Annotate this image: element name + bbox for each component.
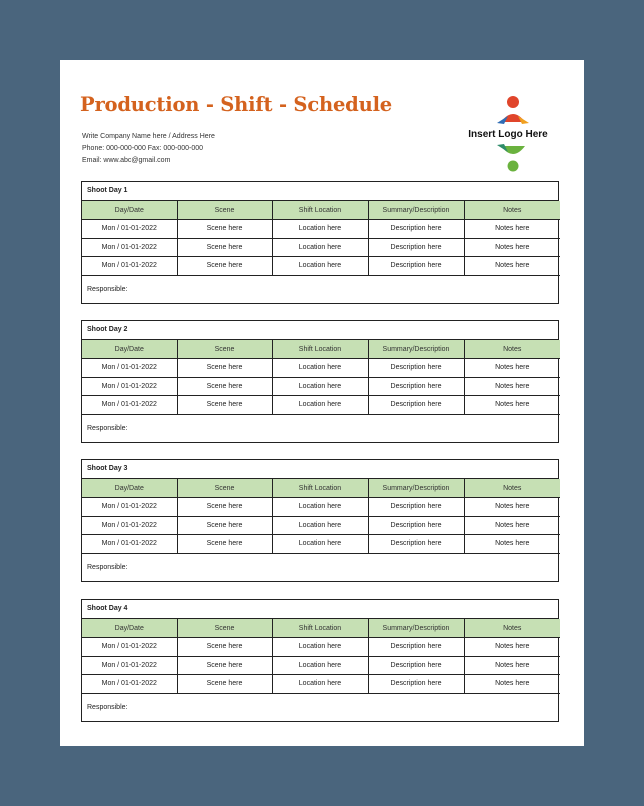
table-cell[interactable]: Notes here [464, 396, 560, 415]
logo-text: Insert Logo Here [468, 129, 548, 140]
table-cell[interactable]: Location here [272, 238, 368, 257]
column-header: Day/Date [82, 479, 177, 498]
table-cell[interactable]: Description here [368, 396, 464, 415]
table-cell[interactable]: Mon / 01-01-2022 [82, 498, 177, 517]
table-cell[interactable]: Description here [368, 359, 464, 378]
page-title: Production - Shift - Schedule [80, 93, 392, 116]
table-header-row [82, 479, 560, 498]
shoot-day-title: Shoot Day 4 [82, 600, 558, 619]
table-cell[interactable]: Mon / 01-01-2022 [82, 638, 177, 657]
table-cell[interactable]: Scene here [177, 656, 272, 675]
schedule-table [82, 479, 560, 554]
table-cell[interactable]: Notes here [464, 220, 560, 239]
table-cell[interactable]: Description here [368, 498, 464, 517]
column-header: Scene [177, 201, 272, 220]
table-cell[interactable]: Scene here [177, 396, 272, 415]
table-cell[interactable]: Description here [368, 220, 464, 239]
table-row [82, 377, 560, 396]
column-header: Day/Date [82, 340, 177, 359]
shoot-day-block [81, 320, 559, 443]
table-cell[interactable]: Mon / 01-01-2022 [82, 257, 177, 276]
table-row [82, 220, 560, 239]
column-header: Day/Date [82, 619, 177, 638]
logo [458, 94, 558, 172]
column-header: Shift Location [272, 201, 368, 220]
column-header: Notes [464, 479, 560, 498]
table-row [82, 396, 560, 415]
table-cell[interactable]: Mon / 01-01-2022 [82, 359, 177, 378]
column-header: Day/Date [82, 201, 177, 220]
company-email: Email: www.abc@gmail.com [82, 157, 171, 164]
schedule-table [82, 619, 560, 694]
table-cell[interactable]: Description here [368, 656, 464, 675]
table-cell[interactable]: Scene here [177, 238, 272, 257]
table-cell[interactable]: Notes here [464, 516, 560, 535]
table-cell[interactable]: Description here [368, 675, 464, 694]
table-row [82, 498, 560, 517]
company-address: Write Company Name here / Address Here [82, 133, 215, 140]
table-header-row [82, 340, 560, 359]
shoot-day-block [81, 459, 559, 582]
table-cell[interactable]: Location here [272, 377, 368, 396]
table-cell[interactable]: Notes here [464, 675, 560, 694]
column-header: Notes [464, 201, 560, 220]
schedule-table [82, 201, 560, 276]
column-header: Scene [177, 619, 272, 638]
column-header: Shift Location [272, 479, 368, 498]
responsible-field[interactable]: Responsible: [87, 285, 128, 293]
table-cell[interactable]: Scene here [177, 257, 272, 276]
table-cell[interactable]: Description here [368, 257, 464, 276]
table-cell[interactable]: Description here [368, 377, 464, 396]
table-cell[interactable]: Location here [272, 359, 368, 378]
column-header: Summary/Description [368, 479, 464, 498]
table-row [82, 638, 560, 657]
table-cell[interactable]: Notes here [464, 656, 560, 675]
column-header: Shift Location [272, 619, 368, 638]
shoot-day-block [81, 599, 559, 722]
column-header: Notes [464, 340, 560, 359]
column-header: Summary/Description [368, 340, 464, 359]
company-info [82, 131, 215, 167]
table-cell[interactable]: Notes here [464, 257, 560, 276]
table-row [82, 535, 560, 554]
table-row [82, 656, 560, 675]
table-cell[interactable]: Notes here [464, 535, 560, 554]
shoot-day-title: Shoot Day 3 [82, 460, 558, 479]
table-cell[interactable]: Mon / 01-01-2022 [82, 656, 177, 675]
table-cell[interactable]: Mon / 01-01-2022 [82, 396, 177, 415]
table-cell[interactable]: Scene here [177, 377, 272, 396]
table-cell[interactable]: Mon / 01-01-2022 [82, 675, 177, 694]
table-cell[interactable]: Notes here [464, 498, 560, 517]
table-row [82, 257, 560, 276]
table-row [82, 238, 560, 257]
table-cell[interactable]: Notes here [464, 638, 560, 657]
company-phone: Phone: 000-000-000 Fax: 000-000-000 [82, 145, 204, 152]
table-cell[interactable]: Mon / 01-01-2022 [82, 220, 177, 239]
table-cell[interactable]: Scene here [177, 516, 272, 535]
table-header-row [82, 201, 560, 220]
column-header: Scene [177, 479, 272, 498]
table-row [82, 359, 560, 378]
table-cell[interactable]: Notes here [464, 238, 560, 257]
table-cell[interactable]: Location here [272, 396, 368, 415]
table-cell[interactable]: Location here [272, 535, 368, 554]
table-cell[interactable]: Location here [272, 516, 368, 535]
column-header: Summary/Description [368, 619, 464, 638]
table-cell[interactable]: Scene here [177, 675, 272, 694]
table-cell[interactable]: Scene here [177, 498, 272, 517]
table-cell[interactable]: Mon / 01-01-2022 [82, 238, 177, 257]
table-cell[interactable]: Notes here [464, 377, 560, 396]
column-header: Shift Location [272, 340, 368, 359]
table-cell[interactable]: Location here [272, 257, 368, 276]
schedule-table [82, 340, 560, 415]
table-cell[interactable]: Location here [272, 498, 368, 517]
table-cell[interactable]: Scene here [177, 220, 272, 239]
column-header: Summary/Description [368, 201, 464, 220]
shoot-day-title: Shoot Day 2 [82, 321, 558, 340]
table-cell[interactable]: Mon / 01-01-2022 [82, 535, 177, 554]
column-header: Scene [177, 340, 272, 359]
table-cell[interactable]: Scene here [177, 638, 272, 657]
table-cell[interactable]: Location here [272, 638, 368, 657]
responsible-field[interactable]: Responsible: [87, 703, 128, 711]
table-cell[interactable]: Mon / 01-01-2022 [82, 516, 177, 535]
column-header: Notes [464, 619, 560, 638]
table-cell[interactable]: Location here [272, 656, 368, 675]
document-page [60, 60, 584, 746]
shoot-day-block [81, 181, 559, 304]
table-cell[interactable]: Location here [272, 675, 368, 694]
table-header-row [82, 619, 560, 638]
table-cell[interactable]: Mon / 01-01-2022 [82, 377, 177, 396]
table-cell[interactable]: Location here [272, 220, 368, 239]
table-cell[interactable]: Description here [368, 535, 464, 554]
table-cell[interactable]: Description here [368, 638, 464, 657]
table-cell[interactable]: Scene here [177, 359, 272, 378]
table-cell[interactable]: Description here [368, 516, 464, 535]
table-row [82, 675, 560, 694]
table-cell[interactable]: Description here [368, 238, 464, 257]
responsible-field[interactable]: Responsible: [87, 424, 128, 432]
table-row [82, 516, 560, 535]
responsible-field[interactable]: Responsible: [87, 563, 128, 571]
table-cell[interactable]: Scene here [177, 535, 272, 554]
shoot-day-title: Shoot Day 1 [82, 182, 558, 201]
table-cell[interactable]: Notes here [464, 359, 560, 378]
